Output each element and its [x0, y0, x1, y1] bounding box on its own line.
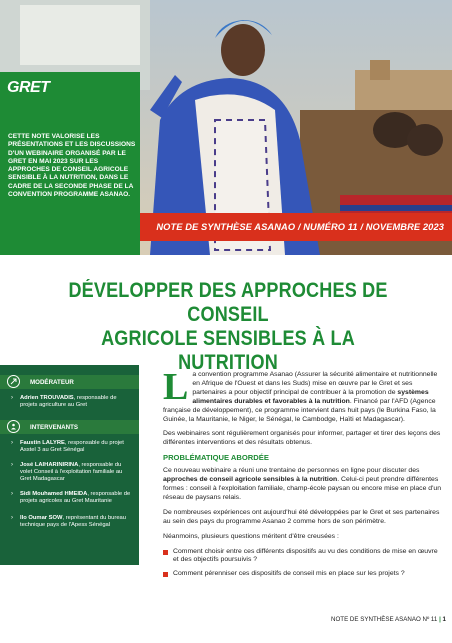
issue-banner: [140, 213, 452, 241]
list-item: [163, 548, 445, 566]
paragraph-1: [163, 366, 445, 424]
paragraph-1-bold: systèmes alimentaires durables et favorables à la nutrition: [192, 388, 429, 405]
speaker-name: José LAIHARINIRINA: [20, 462, 79, 468]
page-footer: [252, 616, 446, 623]
moderator-name: Adrien TROUVADIS: [20, 395, 74, 401]
paragraph-2: Des webinaires sont régulièrement organisés pour informer, partager et tirer des leçons des différentes interventions et des résultats obtenus.: [163, 430, 441, 447]
bullet-icon: ›: [11, 515, 13, 521]
moderator-heading: MODÉRATEUR: [30, 379, 74, 386]
paragraph-3: [163, 467, 445, 503]
list-item: [163, 570, 445, 579]
gret-logo: GRET: [7, 79, 50, 96]
speaker-role: , responsable du volet Conseil à l'exploitation familiale au Gret Madagascar: [20, 462, 123, 482]
bullet-icon: ›: [11, 395, 13, 401]
speaker-role: , responsable de projets agricoles au Gret Mauritanie: [20, 491, 131, 504]
speakers-heading-bar: [0, 420, 139, 434]
page-number: 1: [442, 616, 446, 623]
speaker-name: Ilo Oumar SOW: [20, 515, 63, 521]
speaker-entry: [11, 491, 134, 505]
square-bullet-icon: [163, 550, 168, 555]
speakers-heading: INTERVENANTS: [30, 424, 79, 431]
speaker-entry: [11, 515, 134, 529]
paragraph-3-end: . Celui-ci peut prendre différentes formes : conseil à l'exploitation familiale, champ-école paysan ou encore mise en place d'un réseau de paysans relais.: [163, 476, 442, 501]
speaker-name: Faustin LALYRE: [20, 440, 65, 446]
speakers-icon: [7, 420, 20, 433]
moderator-entry: [11, 395, 134, 409]
paragraph-3-start: Ce nouveau webinaire a réuni une trentaine de personnes en ligne pour discuter des: [163, 467, 420, 475]
speaker-name: Sidi Mouhamed HMEIDA: [20, 491, 88, 497]
dropcap: L: [163, 366, 189, 408]
paragraph-3-bold: approches de conseil agricole sensibles à la nutrition: [163, 476, 338, 484]
question-list: [163, 548, 445, 580]
title-line-2: AGRICOLE SENSIBLES À LA NUTRITION: [101, 327, 355, 374]
moderator-icon: [7, 375, 20, 388]
moderator-role: , responsable de projets agriculture au Gret: [20, 395, 117, 408]
paragraph-5: Néanmoins, plusieurs questions méritent d'être creusées :: [163, 532, 339, 540]
question-text: Comment pérenniser ces dispositifs de conseil mis en place sur les projets ?: [173, 570, 405, 578]
question-text: Comment choisir entre ces différents dispositifs au vu des conditions de mise en œuvre et des objectifs poursuivis ?: [173, 547, 438, 564]
bullet-icon: ›: [11, 462, 13, 468]
intro-text: CETTE NOTE VALORISE LES PRÉSENTATIONS ET LES DISCUSSIONS D'UN WEBINAIRE ORGANISÉ PAR LE GRET EN MAI 2023 SUR LES APPROCHES DE CONSEIL AGRICOLE SENSIBLE À LA NUTRITION, DANS LE CADRE DE LA SECONDE PHASE DE LA CONVENTION PROGRAMME ASANAO.: [8, 133, 136, 199]
issue-banner-text: NOTE DE SYNTHÈSE ASANAO / NUMÉRO 11 / NOVEMBRE 2023: [156, 222, 444, 232]
green-strip: [0, 230, 140, 255]
section-heading: PROBLÉMATIQUE ABORDÉE: [163, 453, 269, 463]
body-text: [163, 366, 445, 584]
speaker-role: , responsable du projet Asstel 3 au Gret Sénégal: [20, 440, 124, 453]
moderator-heading-bar: [0, 375, 139, 389]
paragraph-4: De nombreuses expériences ont aujourd'hui été développées par le Gret et ses partenaires au sein des pays du programme Asanao 2 comme hors de son périmètre.: [163, 508, 440, 525]
footer-label: NOTE DE SYNTHÈSE ASANAO Nº 11: [331, 616, 438, 623]
speaker-entry: [11, 440, 134, 454]
paragraph-1-start: a convention programme Asanao (Assurer la sécurité alimentaire et nutritionnelle en Afrique de l'Ouest et dans les Suds) mise en œuvre par le Gret et ses partenaires a pour objectif principal de contribuer à la promotion de: [192, 371, 438, 396]
footer-separator: |: [439, 616, 441, 623]
paragraph-1-end: . Financé par l'AFD (Agence française de développement), ce programme intervient dans huit pays (le Burkina Faso, la Guinée, la Mauritanie, le Niger, le Sénégal, le Cambodge, Haïti et Madagascar).: [163, 397, 436, 423]
speaker-entry: [11, 462, 134, 483]
bullet-icon: ›: [11, 491, 13, 497]
title-line-1: DÉVELOPPER DES APPROCHES DE CONSEIL: [68, 279, 388, 326]
participants-sidebar: [0, 365, 139, 565]
bullet-icon: ›: [11, 440, 13, 446]
speaker-role: , représentant du bureau technique pays de l'Apess Sénégal: [20, 515, 127, 528]
square-bullet-icon: [163, 572, 168, 577]
page-title: [65, 279, 392, 375]
